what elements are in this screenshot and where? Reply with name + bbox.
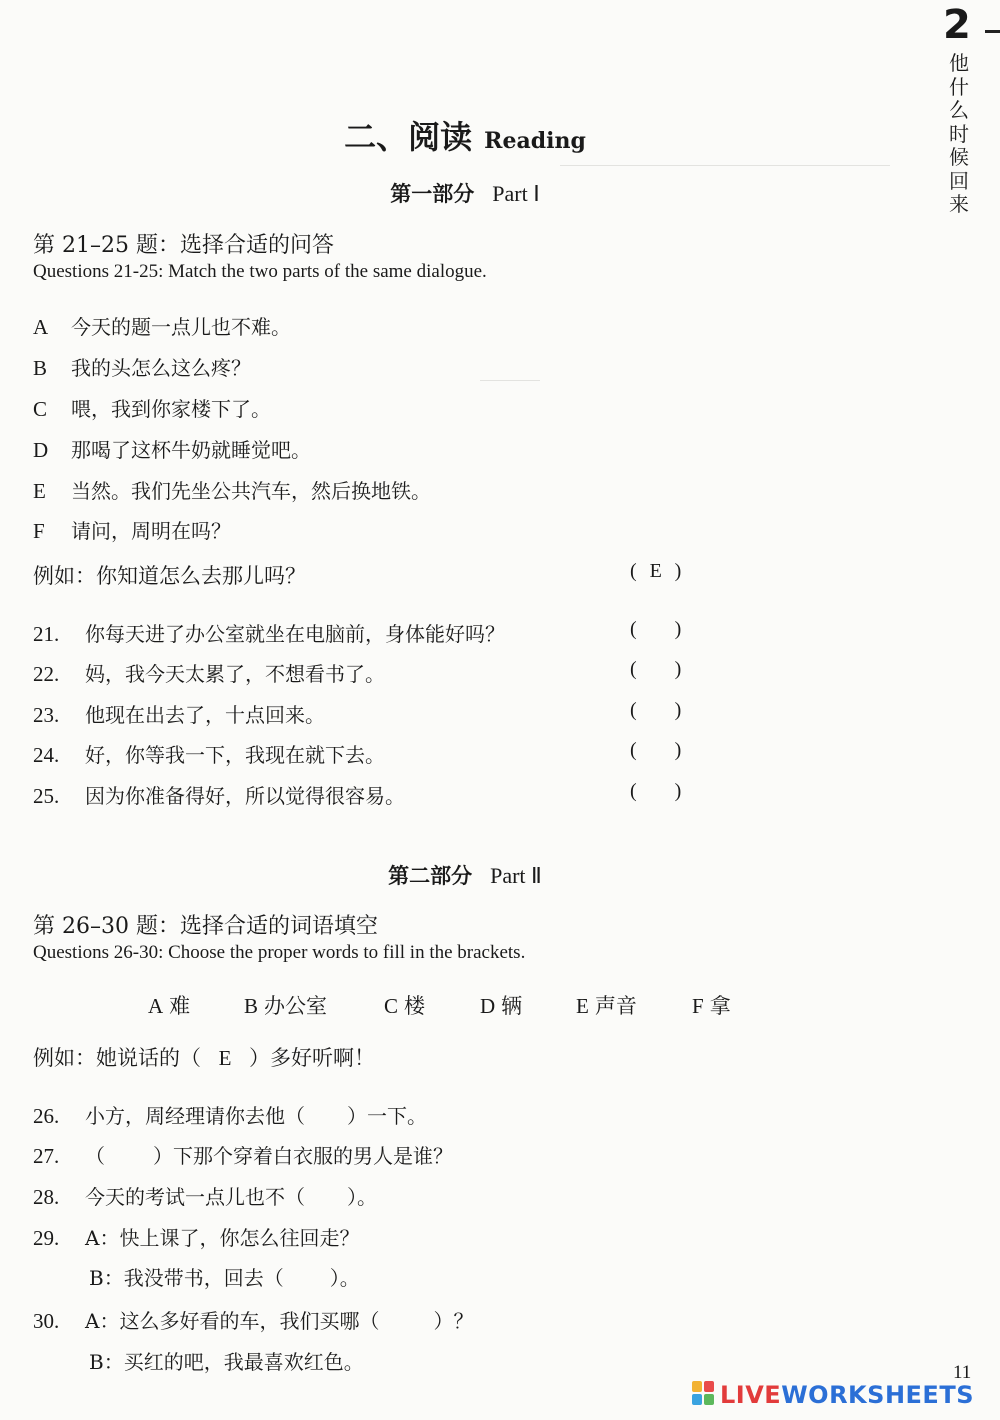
word-text: 声音 (594, 994, 637, 1018)
part1-title-zh: 第一部分 (390, 181, 475, 206)
question-text: A：快上课了，你怎么往回走？ (85, 1226, 360, 1250)
section-title-zh: 二、阅读 (344, 118, 473, 156)
word-letter: C (384, 994, 399, 1018)
word-bank (148, 990, 731, 1020)
part1-instruction-en: Questions 21-25: Match the two parts of the same dialogue. (33, 261, 487, 282)
word-letter: D (480, 994, 496, 1018)
question-30-line-b: B：买红的吧，我最喜欢红色。 (89, 1350, 364, 1374)
example-text: ）多好听啊！ (249, 1046, 375, 1070)
unit-title: 他什么时候回来 (949, 51, 969, 216)
question-22 (33, 658, 385, 687)
question-text: 你每天进了办公室就坐在电脑前，身体能好吗？ (85, 622, 505, 646)
question-number: 26. (33, 1104, 60, 1128)
question-number: 23. (33, 703, 60, 727)
section-title (0, 112, 930, 158)
question-text: 小方，周经理请你去他（ (85, 1104, 305, 1128)
part1-title-en: Part Ⅰ (492, 181, 540, 206)
question-text: ）。 (329, 1266, 360, 1290)
word-letter: A (148, 994, 164, 1018)
answer-box-21[interactable]: ( ) (630, 618, 682, 640)
question-28 (33, 1181, 377, 1210)
word-option (692, 990, 731, 1020)
question-26 (33, 1100, 427, 1129)
word-option (244, 990, 384, 1020)
question-number: 29. (33, 1226, 60, 1250)
answer-box-25[interactable]: ( ) (630, 780, 682, 802)
part1-example-answer-box: ( E ) (630, 560, 682, 582)
question-29-line-b (89, 1262, 360, 1291)
question-number: 21. (33, 622, 60, 646)
answer-box-24[interactable]: ( ) (630, 739, 682, 761)
option-text: 请问，周明在吗？ (71, 519, 231, 543)
part1-example: 例如：你知道怎么去那儿吗？ (33, 564, 306, 588)
liveworksheets-icon (692, 1381, 716, 1407)
question-text: B：我没带书，回去（ (89, 1266, 284, 1290)
option-f (33, 515, 231, 544)
option-letter: C (33, 397, 48, 421)
answer-box-23[interactable]: ( ) (630, 699, 682, 721)
part2-title (0, 860, 930, 890)
part2-title-en: Part Ⅱ (490, 863, 542, 888)
option-letter: D (33, 438, 49, 462)
section-title-en: Reading (484, 128, 586, 154)
question-text: 因为你准备得好，所以觉得很容易。 (85, 784, 405, 808)
question-text: 妈，我今天太累了，不想看书了。 (85, 662, 385, 686)
question-text: （ (85, 1144, 105, 1168)
option-d (33, 434, 311, 463)
question-21 (33, 618, 505, 647)
question-24 (33, 739, 385, 768)
example-answer: E (649, 560, 662, 582)
question-text: ）一下。 (347, 1104, 427, 1128)
word-letter: E (576, 994, 589, 1018)
question-number: 25. (33, 784, 60, 808)
question-text: A：这么多好看的车，我们买哪（ (85, 1309, 380, 1333)
question-number: 30. (33, 1309, 60, 1333)
liveworksheets-logo[interactable] (692, 1381, 974, 1409)
part2-title-zh: 第二部分 (388, 863, 473, 888)
part2-example (33, 1042, 375, 1072)
unit-dash (985, 30, 1000, 33)
question-text: 今天的考试一点儿也不（ (85, 1185, 305, 1209)
word-option (576, 990, 692, 1020)
example-text: 例如：她说话的（ (33, 1046, 201, 1070)
question-number: 24. (33, 743, 60, 767)
word-letter: F (692, 994, 704, 1018)
bleed-through-line (560, 165, 890, 166)
option-a (33, 311, 291, 340)
question-number: 27. (33, 1144, 60, 1168)
word-option (148, 990, 244, 1020)
option-letter: B (33, 356, 48, 380)
word-text: 难 (169, 994, 191, 1018)
word-text: 拿 (709, 994, 731, 1018)
word-text: 辆 (501, 994, 523, 1018)
word-option (480, 990, 576, 1020)
answer-box-22[interactable]: ( ) (630, 658, 682, 680)
question-text: ）下那个穿着白衣服的男人是谁？ (153, 1144, 453, 1168)
question-text: 好，你等我一下，我现在就下去。 (85, 743, 385, 767)
part2-instruction-en: Questions 26-30: Choose the proper words to fill in the brackets. (33, 942, 526, 963)
question-29 (33, 1222, 359, 1251)
option-text: 那喝了这杯牛奶就睡觉吧。 (71, 438, 311, 462)
option-text: 当然。我们先坐公共汽车，然后换地铁。 (71, 479, 431, 503)
question-number: 28. (33, 1185, 60, 1209)
option-letter: E (33, 479, 46, 503)
word-letter: B (244, 994, 259, 1018)
part1-title (0, 178, 930, 208)
question-number: 22. (33, 662, 60, 686)
option-text: 我的头怎么这么疼？ (71, 356, 251, 380)
page-number: 11 (953, 1362, 972, 1383)
word-option (384, 990, 480, 1020)
brand-text-worksheets: WORKSHEETS (781, 1381, 974, 1409)
option-letter: A (33, 315, 49, 339)
question-text: ）。 (347, 1185, 377, 1209)
option-c (33, 393, 271, 422)
bleed-through-line (480, 380, 540, 381)
question-text: ）？ (433, 1309, 474, 1333)
question-25 (33, 780, 405, 809)
question-text: 他现在出去了，十点回来。 (85, 703, 325, 727)
question-23 (33, 699, 325, 728)
word-text: 楼 (404, 994, 426, 1018)
part1-instruction-zh: 第 21–25 题：选择合适的问答 (33, 233, 334, 258)
option-letter: F (33, 519, 45, 543)
unit-number: 2 (943, 2, 971, 48)
question-30 (33, 1305, 473, 1334)
option-text: 喂，我到你家楼下了。 (71, 397, 271, 421)
option-e (33, 475, 431, 504)
option-b (33, 352, 251, 381)
example-answer: E (218, 1046, 232, 1070)
option-text: 今天的题一点儿也不难。 (71, 315, 291, 339)
brand-text-live: LIVE (720, 1381, 782, 1409)
part2-instruction-zh: 第 26–30 题：选择合适的词语填空 (33, 914, 378, 939)
word-text: 办公室 (264, 994, 328, 1018)
question-27 (33, 1140, 453, 1169)
